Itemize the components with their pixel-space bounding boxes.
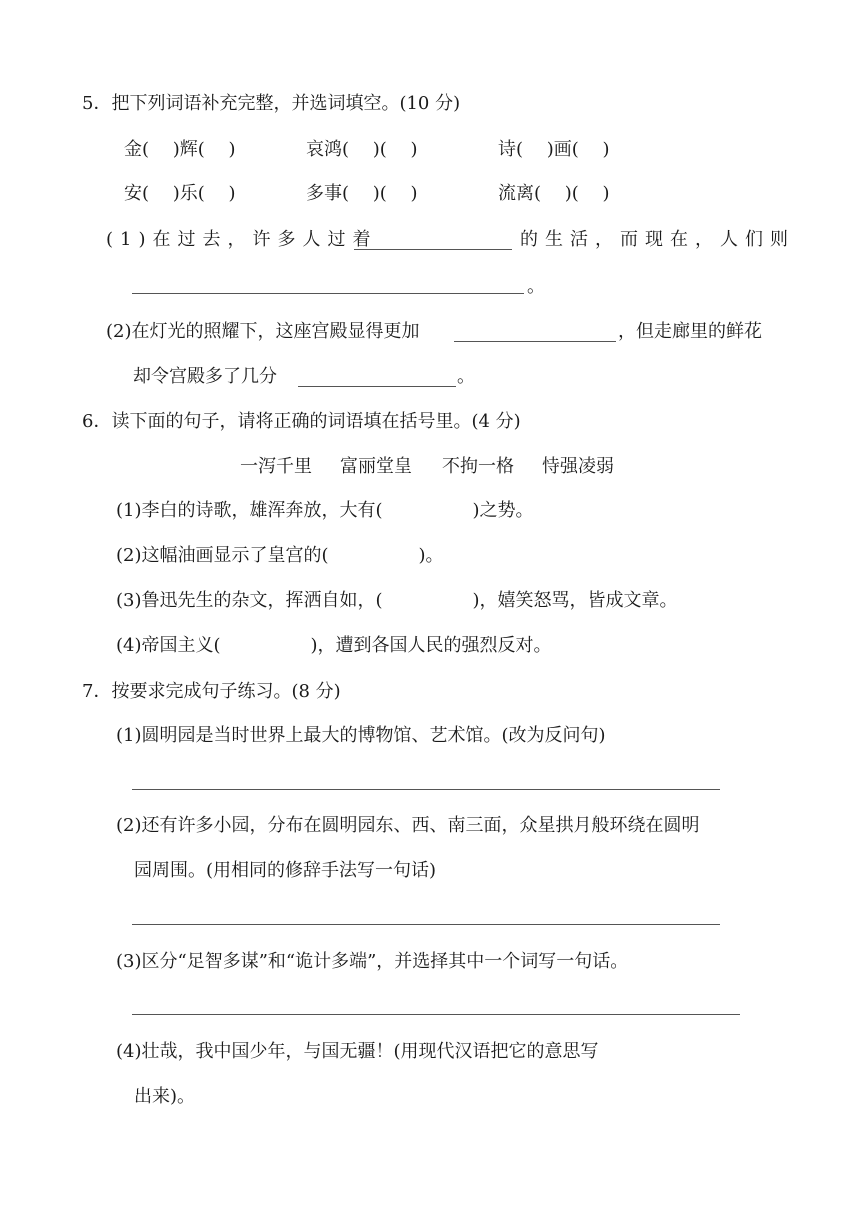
q5-sentence-1-part-b: 的生活，而现在，人们则	[520, 229, 795, 250]
q6-sentence-2: (2)这幅油画显示了皇宫的( )。	[116, 545, 444, 566]
q6-option-2: 富丽堂皇	[340, 456, 412, 477]
q7-sentence-3: (3)区分“足智多谋”和“诡计多端”，并选择其中一个词写一句话。	[116, 951, 629, 972]
q5-sentence-2-part-c: 却令宫殿多了几分	[133, 366, 277, 387]
q5-title: 5．把下列词语补充完整，并选词填空。(10 分)	[82, 93, 461, 114]
q5-blank-2b[interactable]	[298, 386, 456, 387]
q7-sentence-4-line-1: (4)壮哉，我中国少年，与国无疆！(用现代汉语把它的意思写	[116, 1041, 599, 1062]
q6-sentence-4: (4)帝国主义( )，遭到各国人民的强烈反对。	[116, 635, 552, 656]
q5-blank-2a[interactable]	[454, 341, 616, 342]
q6-option-4: 恃强凌弱	[542, 456, 614, 477]
q6-option-1: 一泻千里	[240, 456, 312, 477]
q6-title: 6．读下面的句子，请将正确的词语填在括号里。(4 分)	[82, 411, 521, 432]
q6-sentence-3: (3)鲁迅先生的杂文，挥洒自如，( )，嬉笑怒骂，皆成文章。	[116, 590, 678, 611]
q5-sentence-2-part-a: (2)在灯光的照耀下，这座宫殿显得更加	[106, 321, 420, 342]
q5-sentence-2-part-b: ，但走廊里的鲜花	[618, 321, 762, 342]
q5-word-4: 安( )乐( )	[124, 183, 236, 204]
q7-sentence-2-line-2: 园周围。(用相同的修辞手法写一句话)	[134, 860, 437, 881]
q5-word-1: 金( )辉( )	[124, 139, 236, 160]
q5-blank-1a[interactable]	[354, 249, 512, 250]
q7-sentence-2-line-1: (2)还有许多小园，分布在圆明园东、西、南三面，众星拱月般环绕在圆明	[116, 815, 700, 836]
q6-sentence-1: (1)李白的诗歌，雄浑奔放，大有( )之势。	[116, 500, 534, 521]
q7-answer-line-1[interactable]	[132, 789, 720, 790]
q7-title: 7．按要求完成句子练习。(8 分)	[82, 681, 341, 702]
q5-sentence-2-end: 。	[457, 366, 475, 387]
q7-answer-line-3[interactable]	[132, 1014, 740, 1015]
q5-blank-1b[interactable]	[132, 293, 524, 294]
q5-word-6: 流离( )( )	[498, 183, 610, 204]
q7-sentence-4-line-2: 出来)。	[134, 1086, 196, 1107]
q5-sentence-1-end: 。	[527, 276, 545, 297]
q6-option-3: 不拘一格	[442, 456, 514, 477]
q7-answer-line-2[interactable]	[132, 924, 720, 925]
q5-word-3: 诗( )画( )	[498, 139, 610, 160]
q7-sentence-1: (1)圆明园是当时世界上最大的博物馆、艺术馆。(改为反问句)	[116, 725, 606, 746]
q5-sentence-1-part-a: (1)在过去，许多人过着	[106, 229, 378, 250]
q5-word-2: 哀鸿( )( )	[306, 139, 418, 160]
q5-word-5: 多事( )( )	[306, 183, 418, 204]
